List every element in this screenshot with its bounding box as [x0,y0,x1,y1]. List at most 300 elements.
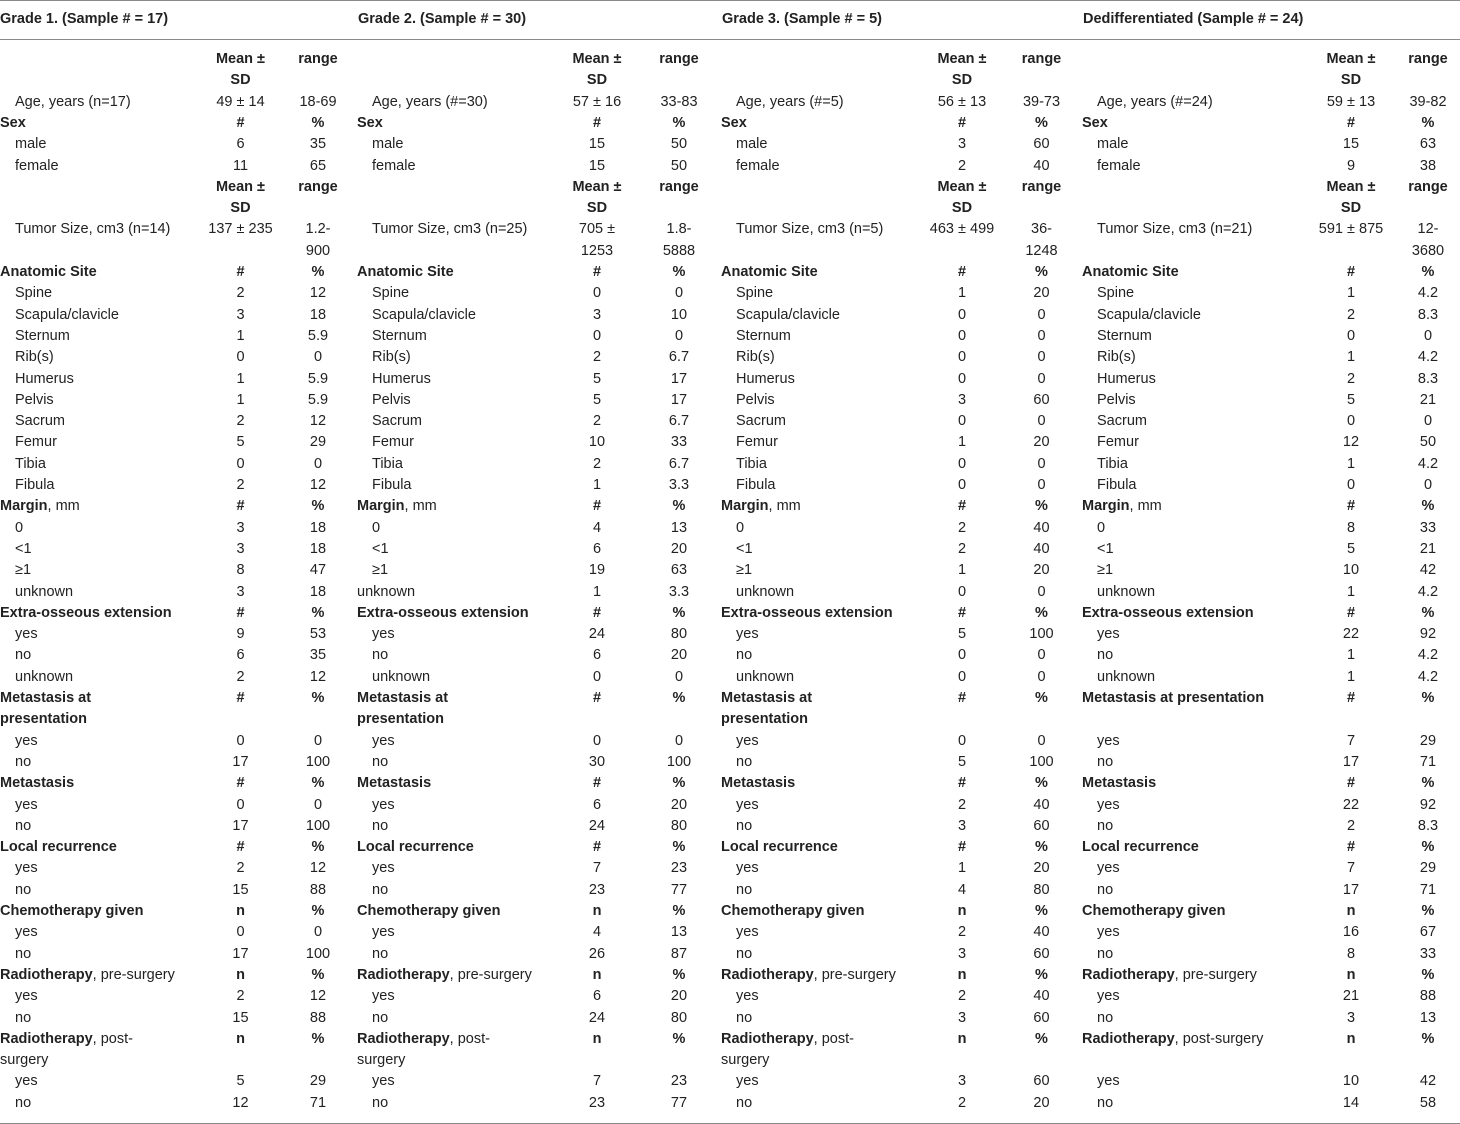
value-percent-or-range: 0 [1037,349,1046,366]
value-percent-or-range: 80 [1033,881,1050,898]
column-header-count: Mean ± SD [572,178,622,217]
section-header-row [357,603,722,624]
value-count-or-mean: 0 [236,796,245,813]
value-percent-or-range: 60 [1033,817,1050,834]
column-header-percent: % [311,498,325,515]
row-label: Fibula [372,477,412,493]
row-label: no [372,881,389,898]
value-percent-or-range: 12 [309,860,327,877]
row-label: Sacrum [15,413,65,430]
column-header-percent: % [311,1030,325,1047]
value-percent-or-range: 6.7 [668,349,690,366]
value-count-or-mean: 8 [1346,945,1356,962]
data-row [0,731,358,752]
value-percent-or-range: 100 [305,753,331,770]
section-label [1082,1029,1310,1050]
section-label-bold: Margin [0,498,48,515]
value-percent-or-range: 20 [1033,285,1050,302]
section-label: Metastasis [0,775,75,792]
value-percent-or-range: 4.2 [1417,455,1439,472]
row-label: Pelvis [736,391,775,408]
section-label [357,496,558,517]
value-count-or-mean: 59 ± 13 [1326,93,1376,110]
data-row [0,411,358,432]
data-row [721,347,1083,368]
section-header-row [357,496,722,517]
row-label: Tibia [15,455,46,472]
column-header-count: # [236,690,245,706]
value-percent-or-range: 5.9 [307,391,329,408]
column-header-percent: % [311,690,325,706]
value-count-or-mean: 0 [236,924,245,941]
data-row [1082,369,1460,390]
section-header-row [721,113,1083,134]
row-label: no [15,753,32,770]
value-percent-or-range: 17 [670,370,688,387]
row-label: Pelvis [15,391,54,408]
row-label: yes [372,732,395,749]
row-label: Tumor Size, cm3 (n=21) [1097,221,1253,238]
value-percent-or-range: 88 [309,881,327,898]
section-label: Anatomic Site [0,264,97,280]
value-count-or-mean: 5 [1346,540,1356,557]
row-label: yes [1097,796,1120,813]
column-header-percent: % [1421,903,1435,919]
value-percent-or-range: 0 [1423,327,1433,344]
value-percent-or-range: 10 [670,306,688,323]
section-label-suffix: , post- surgery [721,1030,854,1069]
row-label: yes [736,988,759,1005]
column-header-percent: % [311,114,325,131]
row-label: no [372,753,389,770]
row-label: yes [372,860,395,877]
section-header-row [357,688,722,731]
column-header-percent: % [311,839,325,856]
section-header-row [0,113,358,134]
column-header-count: Mean ± SD [215,178,266,217]
data-row [0,944,358,965]
data-row [1082,134,1460,155]
row-label: unknown [736,668,795,685]
value-percent-or-range: 0 [674,732,684,749]
row-label: female [736,157,780,174]
row-label: no [15,817,32,834]
value-percent-or-range: 0 [1037,370,1046,387]
row-label: 0 [15,519,24,536]
data-row [721,944,1083,965]
data-row [357,986,722,1007]
section-label: Metastasis at presentation [1082,690,1265,706]
data-row [1082,667,1460,688]
column-header-percent: % [1421,114,1435,131]
value-count-or-mean: 3 [236,583,245,600]
data-row [357,795,722,816]
section-label-suffix: , mm [1129,498,1162,515]
column-header-count: # [236,114,245,131]
row-label: yes [1097,732,1120,749]
column-header-percent: % [1421,498,1435,515]
value-percent-or-range: 92 [1419,626,1437,643]
section-header-row [357,113,722,134]
group-title-grade-3: Grade 3. (Sample # = 5) [722,11,882,27]
data-row [357,539,722,560]
value-count-or-mean: 24 [588,626,606,643]
row-label: Pelvis [372,391,411,408]
value-percent-or-range: 80 [670,1009,688,1026]
row-label: no [1097,647,1114,664]
value-percent-or-range: 4.2 [1417,349,1439,366]
column-header-percent: % [1421,604,1435,621]
value-percent-or-range: 0 [1037,647,1046,664]
column-header-percent: % [1421,690,1435,706]
section-label-bold: Margin [721,498,769,515]
section-label: Extra-osseous extension [357,604,529,621]
row-label: Scapula/clavicle [1097,306,1201,323]
row-label: male [372,136,404,153]
section-label-bold: Radiotherapy [1082,1030,1175,1047]
section-header-row [357,901,722,922]
value-percent-or-range: 13 [1419,1009,1437,1026]
data-row [721,475,1083,496]
column-header-count: # [592,264,602,280]
value-percent-or-range: 60 [1033,945,1050,962]
value-count-or-mean: 0 [957,327,967,344]
column-header-count: n [957,1030,967,1047]
section-label-suffix: , post- surgery [0,1030,133,1069]
group-title-grade-2: Grade 2. (Sample # = 30) [358,11,527,27]
column-header-count: # [236,775,245,792]
value-percent-or-range: 6.7 [668,455,690,472]
value-count-or-mean: 4 [957,881,967,898]
value-percent-or-range: 40 [1033,988,1050,1005]
value-percent-or-range: 0 [1423,477,1433,493]
value-count-or-mean: 137 ± 235 [208,221,273,238]
value-count-or-mean: 5 [236,434,245,451]
column-header-count: n [592,903,602,919]
value-count-or-mean: 4 [592,924,602,941]
value-percent-or-range: 5.9 [307,327,329,344]
column-header-count: Mean ± SD [572,51,622,89]
section-header-row [357,837,722,858]
value-percent-or-range: 5.9 [307,370,329,387]
value-percent-or-range: 100 [1029,626,1054,643]
column-header-percent: % [1035,966,1048,983]
data-row [721,1008,1083,1029]
value-percent-or-range: 60 [1033,1009,1050,1026]
section-label-suffix: , post- surgery [357,1030,490,1069]
stat-header-row [0,49,358,92]
data-row [0,858,358,879]
stat-header-row [721,177,1083,220]
row-label: yes [372,988,395,1005]
value-percent-or-range: 21 [1419,391,1437,408]
column-header-count: n [1346,1030,1356,1047]
section-header-row [1082,1029,1460,1072]
section-header-row [1082,262,1460,283]
data-row [1082,432,1460,453]
data-row [1082,347,1460,368]
data-row [721,560,1083,581]
value-count-or-mean: 2 [1346,817,1356,834]
section-label: Local recurrence [357,839,474,856]
column-header-percent: % [672,775,686,792]
value-count-or-mean: 2 [957,540,967,557]
section-header-row [0,603,358,624]
row-label: Humerus [15,370,74,387]
value-count-or-mean: 26 [588,945,606,962]
row-label: Femur [372,434,414,451]
value-count-or-mean: 6 [236,647,245,664]
value-percent-or-range: 23 [670,860,688,877]
data-row [1082,582,1460,603]
row-label: yes [736,1073,759,1090]
data-row [1082,219,1460,262]
data-row [357,858,722,879]
value-count-or-mean: 0 [957,647,967,664]
column-header-count: n [592,1030,602,1047]
row-label: unknown [15,668,74,685]
value-count-or-mean: 22 [1342,626,1360,643]
value-count-or-mean: 1 [957,860,967,877]
section-header-row [721,262,1083,283]
data-row [1082,880,1460,901]
value-count-or-mean: 2 [592,349,602,366]
value-count-or-mean: 0 [957,370,967,387]
section-header-row [721,901,1083,922]
data-row [1082,752,1460,773]
value-percent-or-range: 18 [309,306,327,323]
row-label: yes [1097,924,1120,941]
column-header-percent: range [298,178,338,195]
section-label-suffix: , pre-surgery [1174,966,1257,983]
value-percent-or-range: 12 [309,413,327,430]
data-row [0,518,358,539]
value-count-or-mean: 12 [1342,434,1360,451]
row-label: yes [372,796,395,813]
data-row [357,667,722,688]
value-percent-or-range: 18 [309,540,327,557]
value-count-or-mean: 463 ± 499 [929,221,995,238]
value-count-or-mean: 5 [236,1073,245,1090]
value-percent-or-range: 12 [309,668,327,685]
section-header-row [357,262,722,283]
value-percent-or-range: 20 [1033,860,1050,877]
section-label: Sex [721,114,747,131]
row-label: no [15,1094,32,1111]
row-label: no [372,647,389,664]
data-row [357,156,722,177]
value-count-or-mean: 30 [588,753,606,770]
section-label: Chemotherapy given [1082,903,1226,919]
section-label-bold: Margin [357,498,405,515]
value-percent-or-range: 80 [670,626,688,643]
value-percent-or-range: 63 [670,562,688,579]
data-row [0,369,358,390]
value-percent-or-range: 0 [1423,413,1433,430]
data-row [0,582,358,603]
row-label: no [736,753,753,770]
value-percent-or-range: 60 [1033,1073,1050,1090]
value-count-or-mean: 2 [957,796,967,813]
section-label-suffix: , pre-surgery [449,966,532,983]
value-percent-or-range: 33 [670,434,688,451]
row-label: ≥1 [1097,562,1114,579]
data-row [1082,283,1460,304]
value-percent-or-range: 18 [309,519,327,536]
data-row [721,880,1083,901]
row-label: no [15,881,32,898]
row-label: no [1097,1009,1114,1026]
row-label: no [15,1009,32,1026]
row-label: no [372,1094,389,1111]
section-label: Metastasis [721,775,796,792]
column-header-percent: % [672,604,686,621]
value-percent-or-range: 0 [1037,732,1046,749]
data-row [721,134,1083,155]
row-label: Femur [736,434,778,451]
column-header-percent: % [672,264,686,280]
value-count-or-mean: 17 [232,817,249,834]
value-count-or-mean: 0 [957,413,967,430]
value-count-or-mean: 15 [588,157,606,174]
value-count-or-mean: 2 [957,1094,967,1111]
value-count-or-mean: 15 [1342,136,1360,153]
value-count-or-mean: 2 [957,988,967,1005]
row-label: Tumor Size, cm3 (n=5) [736,221,884,238]
value-count-or-mean: 15 [588,136,606,153]
column-header-count: Mean ± SD [937,178,987,217]
value-percent-or-range: 77 [670,1094,688,1111]
data-row [1082,858,1460,879]
row-label: Sternum [1097,327,1152,344]
column-header-count: # [236,839,245,856]
data-row [721,283,1083,304]
stat-header-row [1082,177,1460,220]
column-header-count: # [957,604,967,621]
value-percent-or-range: 4.2 [1417,285,1439,302]
row-label: Humerus [736,370,795,387]
data-row [0,986,358,1007]
value-percent-or-range: 20 [670,540,688,557]
data-row [0,92,358,113]
value-count-or-mean: 2 [957,519,967,536]
row-label: Age, years (#=24) [1097,93,1213,110]
value-percent-or-range: 29 [309,1073,327,1090]
row-label: <1 [15,540,32,557]
data-row [0,560,358,581]
column-header-percent: range [1408,51,1448,67]
value-count-or-mean: 17 [232,945,249,962]
value-percent-or-range: 60 [1033,136,1050,153]
value-percent-or-range: 71 [309,1094,327,1111]
section-label: Extra-osseous extension [721,604,893,621]
value-count-or-mean: 3 [957,945,967,962]
value-percent-or-range: 50 [670,157,688,174]
value-count-or-mean: 10 [1342,1073,1360,1090]
row-label: unknown [15,583,74,600]
data-row [721,326,1083,347]
section-label: Chemotherapy given [0,903,144,919]
column-header-percent: % [1421,775,1435,792]
row-label: no [1097,881,1114,898]
value-percent-or-range: 87 [670,945,688,962]
section-header-row [1082,965,1460,986]
data-row [0,624,358,645]
data-row [357,134,722,155]
value-percent-or-range: 4.2 [1417,668,1439,685]
data-row [1082,731,1460,752]
data-row [721,858,1083,879]
value-count-or-mean: 21 [1342,988,1360,1005]
column-header-count: # [957,775,967,792]
value-count-or-mean: 3 [957,1073,967,1090]
column-header-count: # [957,264,967,280]
data-row [721,539,1083,560]
column-header-percent: % [311,966,325,983]
row-label: yes [372,924,395,941]
row-label: Tumor Size, cm3 (n=25) [372,221,528,238]
stat-header-row [357,49,722,92]
row-label: no [1097,1094,1114,1111]
column-header-count: n [957,966,967,983]
section-header-row [0,901,358,922]
column-header-count: # [236,498,245,515]
value-count-or-mean: 2 [236,285,245,302]
value-count-or-mean: 7 [592,860,602,877]
data-row [357,645,722,666]
group-title-dedifferentiated: Dedifferentiated (Sample # = 24) [1083,11,1304,27]
column-header-percent: range [1021,51,1062,67]
section-label: Local recurrence [1082,839,1199,856]
section-label-bold: Radiotherapy [721,1030,814,1047]
stat-header-row [0,177,358,220]
row-label: Scapula/clavicle [15,306,119,323]
row-label: Femur [1097,434,1139,451]
row-label: yes [15,924,38,941]
value-percent-or-range: 21 [1419,540,1437,557]
column-header-percent: % [311,775,325,792]
value-count-or-mean: 1 [957,285,967,302]
section-label [0,965,199,986]
data-row [0,219,358,262]
value-percent-or-range: 40 [1033,519,1050,536]
value-count-or-mean: 6 [236,136,245,153]
row-label: 0 [736,519,745,536]
row-label: no [372,1009,389,1026]
value-percent-or-range: 0 [674,285,684,302]
row-label: female [15,157,59,174]
value-percent-or-range: 100 [1029,753,1054,770]
section-header-row [721,688,1083,731]
section-label [1082,496,1310,517]
row-label: Scapula/clavicle [736,306,840,323]
column-header-percent: % [311,903,325,919]
section-label-bold: Radiotherapy [357,1030,450,1047]
value-percent-or-range: 80 [670,817,688,834]
section-label [0,1029,199,1072]
value-count-or-mean: 0 [957,306,967,323]
value-percent-or-range: 88 [309,1009,327,1026]
value-count-or-mean: 0 [236,455,245,472]
data-row [1082,1093,1460,1114]
data-row [1082,795,1460,816]
section-label: Extra-osseous extension [0,604,172,621]
data-row [721,752,1083,773]
value-count-or-mean: 6 [592,540,602,557]
value-percent-or-range: 0 [1037,477,1046,493]
data-row [357,944,722,965]
value-percent-or-range: 35 [309,136,327,153]
